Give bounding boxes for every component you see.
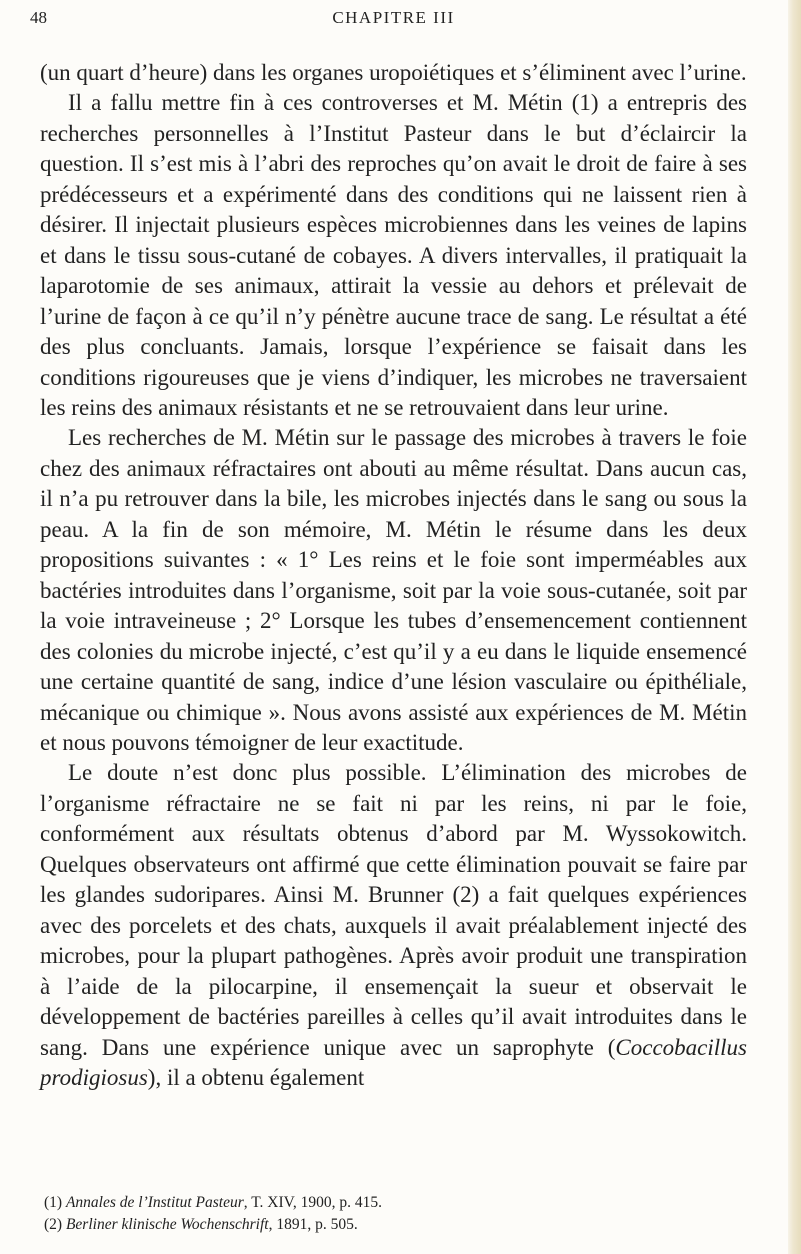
- page-number: 48: [30, 8, 47, 27]
- paragraph-text: Le doute n’est donc plus possible. L’élimination des microbes de l’organisme réfractaire ne se fait ni par les reins, ni par le foie, conformément aux résultats obtenus d’abord par M. Wyssokowitch. Quelques observateurs ont affirmé que cette élimination pouvait se faire par les glandes sudoripares. Ainsi M. Brunner (2) a fait quelques expériences avec des porcelets et des chats, auxquels il avait préalablement injecté des microbes, pour la plupart pathogènes. Après avoir produit une transpiration à l’aide de la pilocarpine, il ensemençait la sueur et observait le développement de bactéries pareilles à celles qu’il avait introduites dans le sang. Dans une expérience unique avec un saprophyte (: [40, 760, 747, 1060]
- footnote-marker: (1): [44, 1194, 63, 1211]
- page-edge: [788, 0, 801, 1254]
- footnote-details: , T. XIV, 1900, p. 415.: [243, 1194, 382, 1211]
- footnote-source: Berliner klinische Wochenschrift: [65, 1216, 269, 1233]
- running-head: CHAPITRE III: [332, 8, 455, 27]
- body-text: [40, 58, 747, 1093]
- paragraph: Il a fallu mettre fin à ces controverses et M. Métin (1) a entrepris des recherches personnelles à l’Institut Pasteur dans le but d’éclaircir la question. Il s’est mis à l’abri des reproches qu’on avait le droit de faire à ses prédécesseurs et a expérimenté dans des conditions qui ne laissent rien à désirer. Il injectait plusieurs espèces microbiennes dans les veines de lapins et dans le tissu sous-cutané de cobayes. A divers intervalles, il pratiquait la laparotomie de ses animaux, attirait la vessie au dehors et prélevait de l’urine de façon à ce qu’il n’y pénètre aucune trace de sang. Le résultat a été des plus concluants. Jamais, lorsque l’expérience se faisait dans les conditions rigoureuses que je viens d’indiquer, les microbes ne traversaient les reins des animaux résistants et ne se retrouvaient dans leur urine.: [40, 90, 747, 420]
- paragraph-text: ), il a obtenu également: [147, 1064, 365, 1090]
- paragraph: Les recherches de M. Métin sur le passage des microbes à travers le foie chez des animaux réfractaires ont abouti au même résultat. Dans aucun cas, il n’a pu retrouver dans la bile, les microbes injectés dans le sang ou sous la peau. A la fin de son mémoire, M. Métin le résume dans les deux propositions suivantes : « 1° Les reins et le foie sont imperméables aux bactéries introduites dans l’organisme, soit par la voie sous-cutanée, soit par la voie intraveineuse ; 2° Lorsque les tubes d’ensemencement contiennent des colonies du microbe injecté, c’est qu’il y a eu dans le liquide ensemencé une certaine quantité de sang, indice d’une lésion vasculaire ou épithéliale, mécanique ou chimique ». Nous avons assisté aux expériences de M. Métin et nous pouvons témoigner de leur exactitude.: [40, 425, 747, 755]
- paragraph-last: [40, 758, 747, 1093]
- paragraph-continuation: (un quart d’heure) dans les organes uropoiétiques et s’éliminent avec l’urine.: [40, 60, 747, 85]
- footnote-details: , 1891, p. 505.: [268, 1216, 358, 1233]
- footnotes: [40, 1192, 747, 1236]
- footnote: [40, 1214, 747, 1236]
- footnote-source: Annales de l’Institut Pasteur: [65, 1194, 244, 1211]
- species-name: Coccobacillus prodigiosus: [40, 1034, 747, 1090]
- footnote: [40, 1192, 747, 1214]
- footnote-marker: (2): [44, 1216, 63, 1233]
